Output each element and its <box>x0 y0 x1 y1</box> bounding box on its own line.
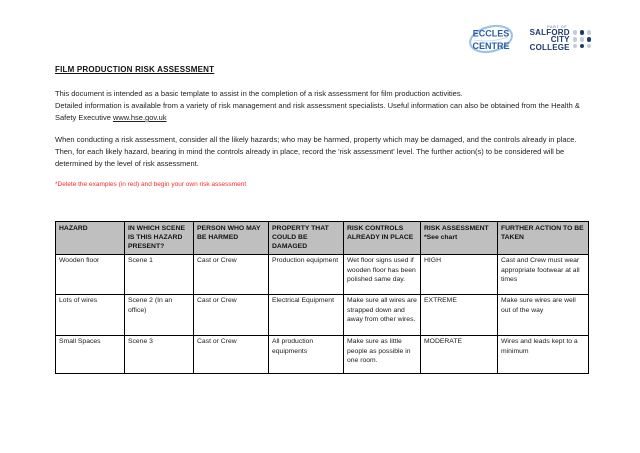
cell-assessment: EXTREME <box>421 294 498 335</box>
header-logos <box>468 22 591 56</box>
cell-property: Electrical Equipment <box>269 294 344 335</box>
cell-person: Cast or Crew <box>194 335 269 373</box>
cell-controls: Make sure as little people as possible in one room. <box>344 335 421 373</box>
cell-hazard: Lots of wires <box>56 294 125 335</box>
table-row <box>56 254 589 294</box>
col-header-hazard: HAZARD <box>56 222 125 255</box>
cell-action: Wires and leads kept to a minimum <box>498 335 589 373</box>
col-header-property: PROPERTY THAT COULD BE DAMAGED <box>269 222 344 255</box>
cell-controls: Wet floor signs used if wooden floor has been polished same day. <box>344 254 421 294</box>
intro-sentence-2: Detailed information is available from a variety of risk management and risk assessment specialists. Useful information can also be obtained from the Health & Safety Executive <box>55 101 580 122</box>
salford-logo-text: SALFORD CITY COLLEGE <box>529 28 570 52</box>
page-title: FILM PRODUCTION RISK ASSESSMENT <box>55 65 215 74</box>
cell-assessment: MODERATE <box>421 335 498 373</box>
cell-person: Cast or Crew <box>194 294 269 335</box>
cell-property: Production equipment <box>269 254 344 294</box>
eccles-logo-text-bottom: CENTRE <box>472 41 510 51</box>
cell-scene: Scene 3 <box>125 335 194 373</box>
cell-action: Cast and Crew must wear appropriate footwear at all times <box>498 254 589 294</box>
delete-examples-note: *Delete the examples (in red) and begin your own risk assessment <box>55 181 247 188</box>
salford-city-college-logo <box>519 22 591 51</box>
cell-hazard: Wooden floor <box>56 254 125 294</box>
guidance-paragraph: When conducting a risk assessment, consider all the likely hazards; who may be harmed, property which may be damaged, and the controls already in place. Then, for each likely hazard, bearing in mind the controls already in place, record the 'risk assessment' level. The further action(s) to be considered will be determined by the level of risk assessment. <box>55 135 577 168</box>
eccles-logo-text-top: ECCLES <box>472 28 510 39</box>
cell-action: Make sure wires are well out of the way <box>498 294 589 335</box>
col-header-action: FURTHER ACTION TO BE TAKEN <box>498 222 589 255</box>
col-header-assessment: RISK ASSESSMENT *See chart <box>421 222 498 255</box>
intro-paragraph <box>55 88 588 124</box>
eccles-centre-logo <box>468 22 514 56</box>
salford-part-of-label: PART OF <box>546 24 567 29</box>
salford-dots-icon <box>573 29 591 48</box>
cell-controls: Make sure all wires are strapped down and away from other wires. <box>344 294 421 335</box>
cell-property: All production equipments <box>269 335 344 373</box>
table-header-row <box>56 222 589 255</box>
risk-assessment-table <box>55 221 589 374</box>
hse-link[interactable]: www.hse.gov.uk <box>112 113 167 122</box>
cell-scene: Scene 2 (In an office) <box>125 294 194 335</box>
intro-sentence-1: This document is intended as a basic template to assist in the completion of a risk assessment for film production activities. <box>55 89 463 98</box>
cell-assessment: HIGH <box>421 254 498 294</box>
cell-hazard: Small Spaces <box>56 335 125 373</box>
cell-person: Cast or Crew <box>194 254 269 294</box>
table-row <box>56 335 589 373</box>
col-header-controls: RISK CONTROLS ALREADY IN PLACE <box>344 222 421 255</box>
table-row <box>56 294 589 335</box>
col-header-person: PERSON WHO MAY BE HARMED <box>194 222 269 255</box>
cell-scene: Scene 1 <box>125 254 194 294</box>
col-header-scene: IN WHICH SCENE IS THIS HAZARD PRESENT? <box>125 222 194 255</box>
